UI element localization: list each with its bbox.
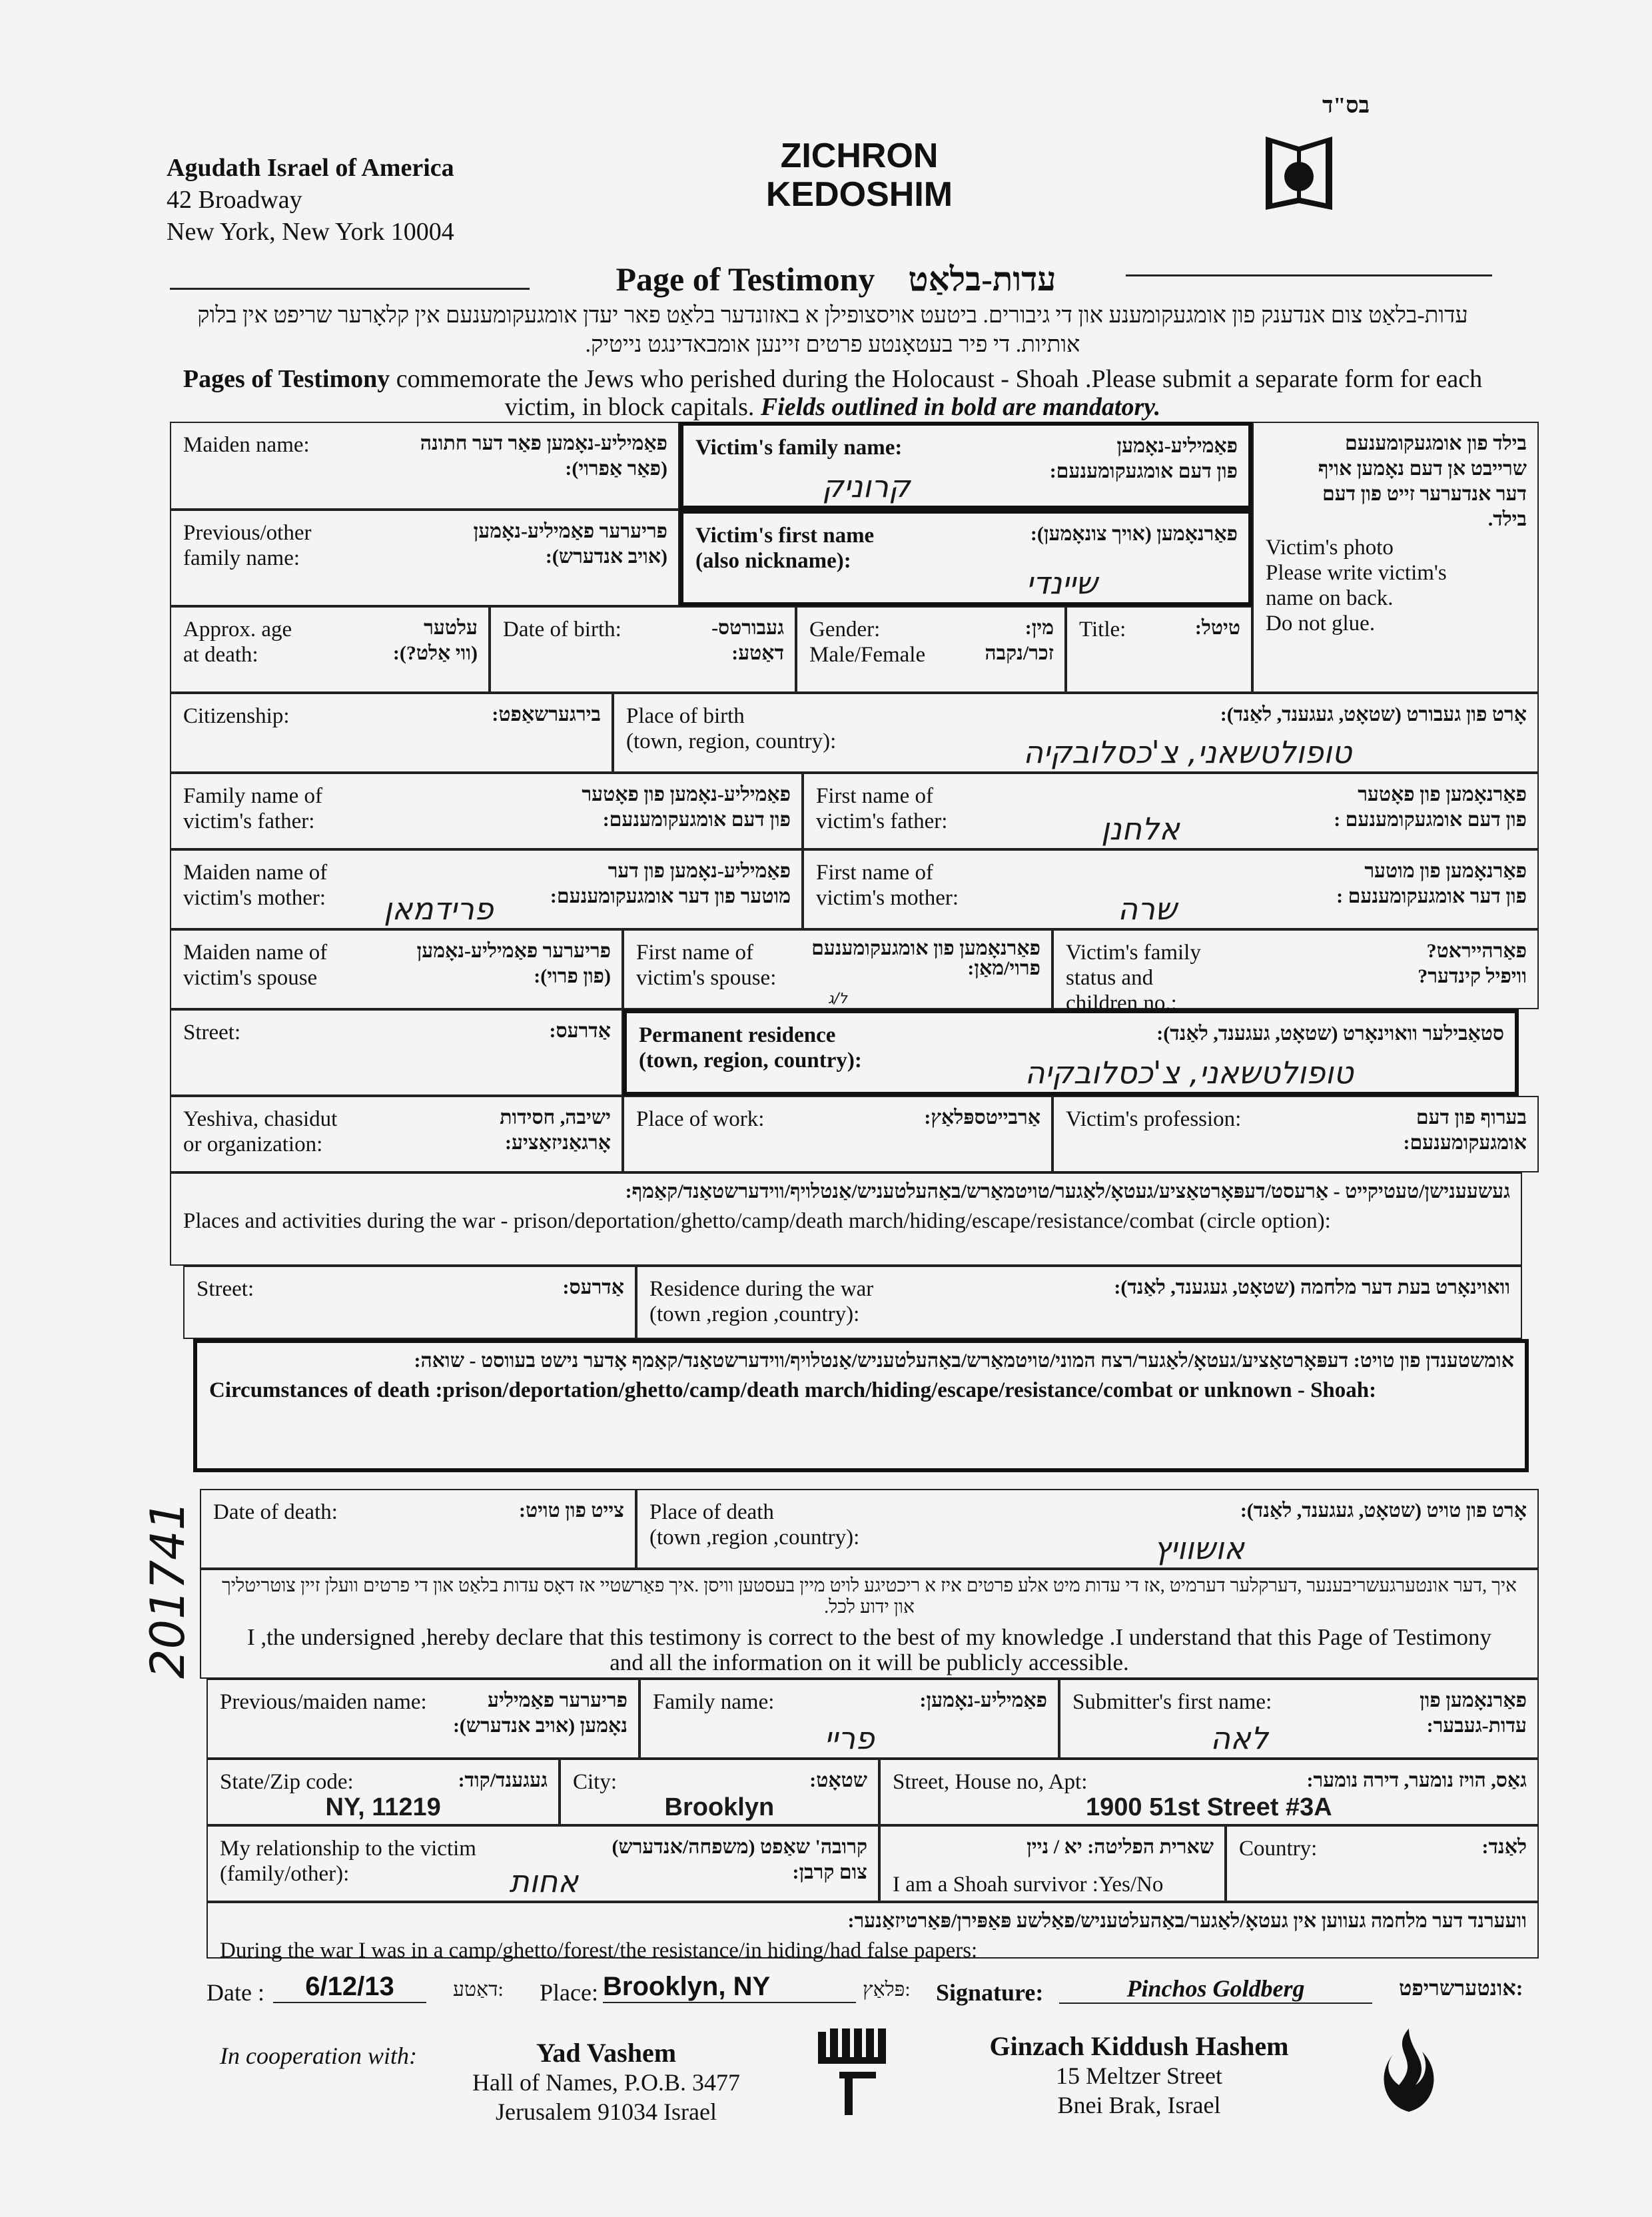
victim-first-name-label: Victim's first name (also nickname): [695,524,875,573]
title-label: Title: [1079,618,1126,642]
relationship-label-he: קרובה' שאַפט (משפחה/אנדערש) צום קרבן: [612,1836,867,1883]
war-street-label-he: אַדרעס: [562,1276,624,1298]
places-activities-label-he: געשעענישן/טעטיקייט - אַרעסט/דעפּאָרטאַציע/געטאָ/לאַגער/טויטמאַרש/באַהעלטעניש/אַנטלויף/ווידערשטאַנד/קאַמף: [625,1180,1510,1202]
photo-field[interactable] [1252,422,1539,693]
during-war-label: During the war I was in a camp/ghetto/forest/the resistance/in hiding/had false papers: [220,1939,978,1963]
place-of-birth-value[interactable]: טופולטשאני, צ'כסלובקיה [1023,734,1352,770]
street-house-value[interactable]: 1900 51st Street #3A [1086,1793,1332,1821]
date-of-death-label: Date of death: [213,1500,338,1524]
street-house-label-he: גאַס, הויז נומער, דירה נומער: [1306,1769,1527,1791]
place-label-he: פּלאַץ: [863,1979,911,2000]
father-family-name-label: Family name of victim's father: [183,784,322,833]
ginzach-name: Ginzach Kiddush Hashem [989,2031,1289,2061]
father-first-name-label: First name of victim's father: [816,784,948,833]
previous-family-name-label-he: פריערער פאַמיליע-נאָמען (אויב אנדערש): [473,520,667,568]
war-residence-field[interactable] [636,1266,1522,1339]
father-first-name-value[interactable]: אלחנן [1101,811,1180,847]
during-war-field[interactable] [206,1902,1539,1963]
submitter-first-name-value[interactable]: לאה [1210,1720,1268,1756]
relationship-label: My relationship to the victim (family/other): [220,1837,476,1886]
street-label: Street: [183,1021,241,1045]
submitter-family-name-label: Family name: [653,1690,775,1714]
war-street-label: Street: [197,1277,254,1301]
cooperation-label: In cooperation with: [220,2042,417,2069]
victim-first-name-label-he: פאַרנאָמען (אויך צונאָמען): [1030,523,1238,545]
city-value[interactable]: Brooklyn [664,1793,775,1821]
place-of-birth-label-he: אָרט פון געבורט (שטאָט, געגענד, לאַנד): [1220,703,1527,725]
citizenship-field[interactable] [170,693,613,773]
previous-family-name-field[interactable] [170,510,679,606]
mother-maiden-name-label-he: פאַמיליע-נאָמען פון דער מוטער פון דער אומגעקומענעם: [550,860,791,907]
organization-block [167,152,454,248]
photo-label: Victim's photo Please write victim's name on back. Do not glue. [1266,536,1447,636]
war-residence-label-he: וואוינאָרט בעת דער מלחמה (שטאָט, געגענד, לאַנד): [1114,1276,1510,1298]
permanent-residence-field[interactable] [623,1009,1519,1096]
father-first-name-label-he: פאַרנאָמען פון פאָטער פון דעם אומגעקומענעם : [1334,783,1527,831]
intro-text: commemorate the Jews who perished during the Holocaust - Shoah .Please submit a separate form for each victim, in block capitals. [390,365,1483,421]
photo-label-he: בילד פון אומגעקומענעם שרייבט אן דעם נאָמען אויף דער אנדערער זייט פון דעם בילד. [1318,432,1527,530]
war-street-field[interactable] [183,1266,636,1339]
country-label-he: לאַנד: [1481,1836,1527,1858]
date-label: Date : [206,1979,264,2006]
victim-family-name-label-he: פאַמיליע-נאָמען פון דעם אומגעקומענעם: [1049,435,1238,482]
mother-maiden-name-value[interactable]: פרידמאן [384,891,494,927]
title-line1: ZICHRON [780,137,939,175]
victim-first-name-value[interactable]: שיינדי [1026,565,1098,601]
state-zip-label: State/Zip code: [220,1770,354,1794]
profession-label-he: בערוף פון דעם אומגעקומענעם: [1403,1107,1527,1154]
submitter-previous-name-label-he: פריערער פאַמיליע נאָמען (אויב אנדערש): [452,1689,627,1737]
signature-row [206,1972,1523,2012]
victim-first-name-field[interactable] [679,510,1252,606]
submitter-family-name-field[interactable] [639,1679,1059,1759]
family-status-field[interactable] [1052,929,1539,1015]
place-of-birth-field[interactable] [613,693,1539,773]
place-label: Place: [540,1979,598,2006]
survivor-field[interactable] [879,1825,1226,1902]
mother-maiden-name-label: Maiden name of victim's mother: [183,861,328,910]
place-of-death-value[interactable]: אושוויץ [1154,1530,1245,1566]
org-name: Agudath Israel of America [167,154,454,182]
submitter-previous-name-field[interactable] [206,1679,639,1759]
signature-label: Signature: [936,1979,1044,2006]
father-family-name-label-he: פאַמיליע-נאָמען פון פאָטער פון דעם אומגעקומענעם: [582,783,791,831]
intro-mandatory-note: Fields outlined in bold are mandatory. [760,393,1161,421]
margin-note: 201741 [141,1500,195,1679]
title-field[interactable] [1066,606,1252,693]
citizenship-label: Citizenship: [183,704,290,728]
yeshiva-label-he: ישיבה, חסידות אָרגאַניזאַציע: [500,1107,611,1154]
maiden-name-field[interactable] [170,422,679,510]
signature-value[interactable]: Pinchos Goldberg [1059,1975,1372,2004]
submitter-family-name-label-he: פאַמיליע-נאָמען: [919,1689,1047,1711]
previous-family-name-label: Previous/other family name: [183,521,312,570]
war-residence-label: Residence during the war (town ,region ,country): [649,1277,874,1326]
circumstances-label: Circumstances of death :prison/deportation/ghetto/camp/death march/hiding/escape/resistance/combat or unknown - Shoah: [209,1378,1377,1402]
date-value[interactable]: 6/12/13 [273,1972,426,2003]
submitter-first-name-label: Submitter's first name: [1072,1690,1272,1714]
place-of-death-label-he: אָרט פון טויט (שטאָט, געגענד, לאַנד): [1240,1500,1527,1522]
victim-family-name-label: Victim's family name: [695,436,903,460]
victim-family-name-value[interactable]: קרוניק [822,468,911,504]
victim-family-name-field[interactable] [679,422,1252,510]
agudath-logo-icon [1262,123,1336,217]
yad-vashem-address-line1: Hall of Names, P.O.B. 3477 [472,2069,740,2096]
place-of-death-label: Place of death (town ,region ,country): [649,1500,860,1550]
place-of-work-field[interactable] [623,1096,1052,1172]
org-address-line2: New York, New York 10004 [167,218,454,246]
mother-first-name-value[interactable]: שרה [1118,891,1177,927]
submitter-family-name-value[interactable]: פריי [824,1720,875,1756]
place-of-work-label: Place of work: [636,1107,765,1131]
mother-first-name-field[interactable] [803,849,1539,929]
survivor-label-he: שארית הפליטה: יא / ניין [1027,1836,1214,1858]
yad-vashem-address-line2: Jerusalem 91034 Israel [496,2098,717,2125]
spouse-maiden-name-label-he: פריערער פאַמיליע-נאָמען (פון פרוי): [416,940,611,987]
bsd-mark: בס"ד [1322,93,1370,118]
submitter-first-name-label-he: פאַרנאָמען פון עדות-געבער: [1420,1689,1527,1737]
father-first-name-field[interactable] [803,773,1539,849]
date-label-he: דאַטע: [453,1979,504,2000]
gender-label-he: מין: זכר/נקבה [985,617,1054,664]
street-field[interactable] [170,1009,623,1096]
ginzach-address-line1: 15 Meltzer Street [1056,2062,1222,2089]
mother-first-name-label: First name of victim's mother: [816,861,959,910]
city-label: City: [573,1770,618,1794]
gender-label: Gender: Male/Female [809,618,926,667]
yad-vashem-logo-icon [813,2025,899,2118]
ginzach-flame-logo-icon [1369,2025,1449,2125]
profession-label: Victim's profession: [1066,1107,1242,1131]
family-status-label: Victim's family status and children no.: [1066,941,1201,1015]
street-house-label: Street, House no, Apt: [893,1770,1088,1794]
ginzach-address [966,2032,1312,2120]
date-of-birth-field[interactable] [490,606,796,693]
page-title-he: עדות-בלאַט [908,260,1056,298]
profession-field[interactable] [1052,1096,1539,1172]
yad-vashem-name: Yad Vashem [536,2038,677,2068]
circumstances-field[interactable] [193,1339,1529,1472]
page-title [170,260,1502,298]
citizenship-label-he: בירגערשאַפט: [492,703,601,725]
during-war-label-he: וועערנד דער מלחמה געווען אין געטאָ/לאַגער/באַהעלטעניש/פאַלשע פּאַפּירן/פּאַרטיזאַנער: [847,1910,1527,1932]
page-title-en: Page of Testimony [616,260,875,298]
declaration-label: I ,the undersigned ,hereby declare that this testimony is correct to the best of my knowledge .I understand that this Page of Testimony and all the information on it will be publicly accessible. [247,1624,1491,1675]
date-of-birth-label: Date of birth: [503,618,621,642]
date-of-death-field[interactable] [200,1489,636,1569]
street-house-field[interactable] [879,1759,1539,1825]
title-label-he: טיטל: [1194,617,1240,639]
country-label: Country: [1239,1837,1318,1861]
ginzach-address-line2: Bnei Brak, Israel [1057,2092,1221,2118]
date-of-birth-label-he: געבורטס- דאַטע: [711,617,784,664]
mother-first-name-label-he: פאַרנאָמען פון מוטער פון דער אומגעקומענעם : [1336,860,1527,907]
submitter-first-name-field[interactable] [1059,1679,1539,1759]
signature-label-he: אונטערשריפט: [1399,1976,1523,2000]
place-of-death-field[interactable] [636,1489,1539,1569]
relationship-value[interactable]: אחות [509,1863,579,1899]
city-field[interactable] [560,1759,879,1825]
state-zip-field[interactable] [206,1759,560,1825]
date-of-death-label-he: צייט פון טויט: [519,1500,624,1522]
spouse-first-name-label: First name of victim's spouse: [636,941,777,990]
places-activities-field[interactable] [170,1172,1522,1266]
declaration-field[interactable] [200,1569,1539,1679]
permanent-residence-value[interactable]: טופולטשאני, צ'כסלובקיה [1025,1055,1354,1091]
place-value[interactable]: Brooklyn, NY [603,1972,856,2003]
maiden-name-label-he: פאַמיליע-נאָמען פאַר דער חתונה (פאַר אַפרוי): [420,432,667,480]
relationship-field[interactable] [206,1825,879,1902]
spouse-first-name-field[interactable] [623,929,1052,1009]
father-family-name-field[interactable] [170,773,803,849]
spouse-maiden-name-field[interactable] [170,929,623,1009]
yeshiva-label: Yeshiva, chasidut or organization: [183,1107,338,1156]
family-status-label-he: פאַרהייראט? וויפיל קינדער? [1418,940,1527,987]
approx-age-field[interactable] [170,606,490,693]
declaration-label-he: איך ,דער אונטערגעשריבענער ,דערקלער דערמיט ,אז די עדות מיט אלע פרטים איז א ריכטיגע לויט מיין בעסטען וויסן .איך פאַרשטיי אז דאָס עדות בלאַט און די פרטים וועלן זיין צוטריטליך און ידוע לכל. [222,1575,1517,1617]
org-address-line1: 42 Broadway [167,186,302,214]
spouse-first-name-value[interactable]: ל/ג [828,991,847,1007]
form-title [719,137,999,214]
yad-vashem-address [466,2038,746,2126]
submitter-previous-name-label: Previous/maiden name: [220,1690,427,1714]
permanent-residence-label-he: סטאַבילער וואוינאָרט (שטאָט, געגענד, לאַנד): [1156,1023,1504,1045]
approx-age-label: Approx. age at death: [183,618,292,667]
yeshiva-field[interactable] [170,1096,623,1172]
permanent-residence-label: Permanent residence (town, region, country): [639,1023,862,1073]
place-of-birth-label: Place of birth (town, region, country): [626,704,837,753]
title-line2: KEDOSHIM [765,175,953,214]
places-activities-label: Places and activities during the war - prison/deportation/ghetto/camp/death march/hiding/escape/resistance/combat (circle option): [183,1209,1331,1233]
survivor-label: I am a Shoah survivor :Yes/No [893,1873,1164,1897]
circumstances-label-he: אומשטענדן פון טויט: דעפּאָרטאַציע/געטאָ/לאַגער/רצח המוני/טויטמאַרש/באַהעלטעניש/אַנטלויף/ווידערשטאַנד/קאַמף אָדער נישט בעווסט - שואה: [414,1350,1514,1372]
spouse-maiden-name-label: Maiden name of victim's spouse [183,941,328,990]
intro-bold: Pages of Testimony [183,365,390,393]
approx-age-label-he: עלטער (ווי אַלט?): [392,617,478,664]
mother-maiden-name-field[interactable] [170,849,803,929]
state-zip-value[interactable]: NY, 11219 [325,1793,441,1821]
maiden-name-label: Maiden name: [183,433,310,457]
street-label-he: אַדרעס: [549,1020,611,1042]
city-label-he: שטאָט: [809,1769,867,1791]
intro-yiddish: עדות-בלאַט צום אנדענק פון אומגעקומענע און די גיבורים. ביטעט אויסצופילן א באזונדער בלאַט פאר יעדן אומגעקומענעם אין קלאָרער שריפט אין בלוק אותיות. די פיר בעטאָנטע פרטים זיינען אומבאדינגט נייטיק. [197,303,1468,357]
intro-english [173,365,1492,421]
state-zip-label-he: געגענד/קוד: [458,1769,548,1791]
place-of-work-label-he: אַרבייטספּלאַץ: [924,1107,1040,1128]
country-field[interactable] [1226,1825,1539,1902]
spouse-first-name-label-he: פאַרנאָמען פון אומגעקומענעם פרוי/מאַן: [811,937,1040,979]
gender-field[interactable] [796,606,1066,693]
